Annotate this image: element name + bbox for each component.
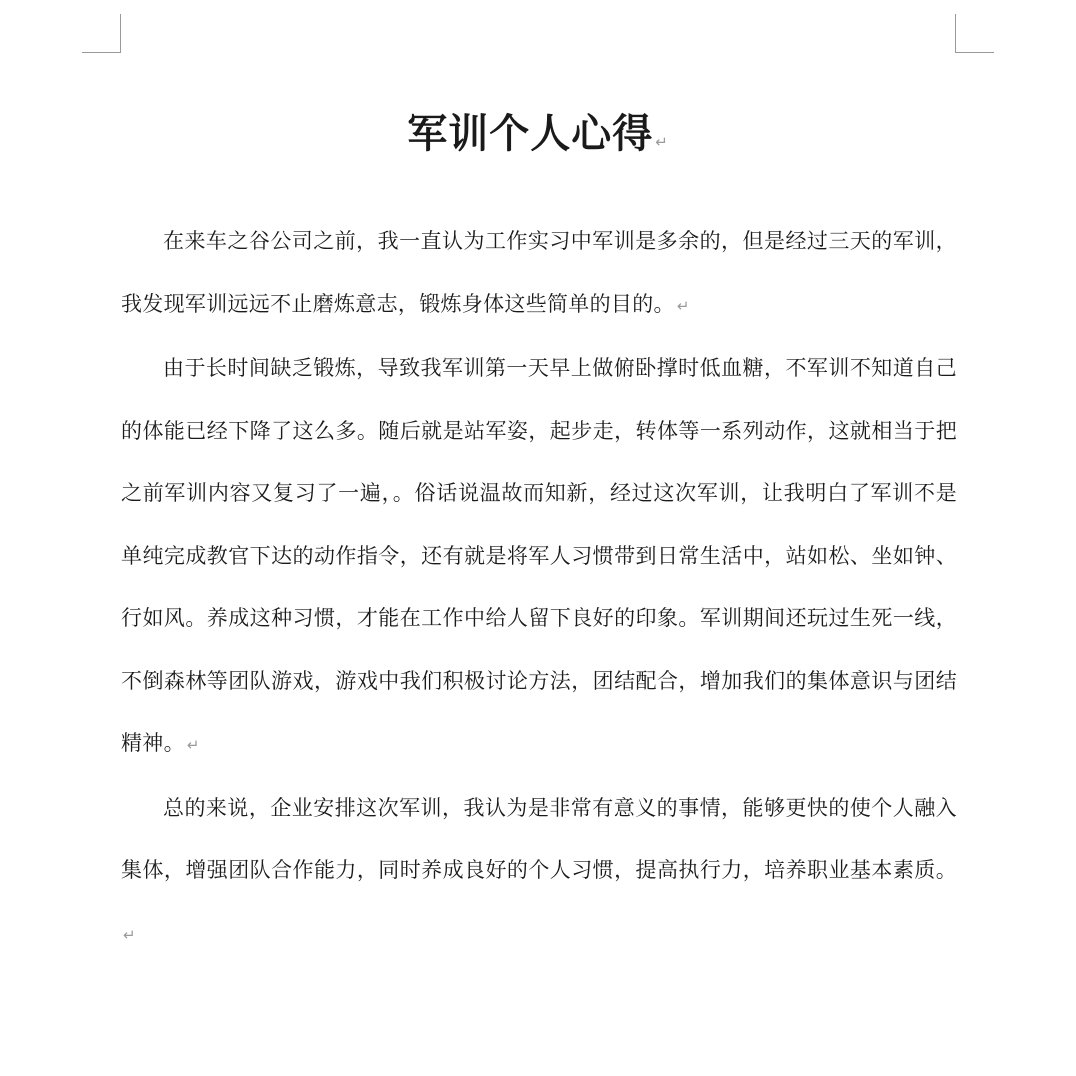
paragraph-3 [121,777,957,967]
page-margin-corner-top-right [955,14,994,53]
paragraph-mark-icon: ↵ [655,133,669,151]
document-title-text: 军训个人心得 [407,111,654,157]
paragraph-2 [121,337,957,777]
document-body [121,210,957,966]
paragraph-mark-icon: ↵ [676,296,690,315]
document-title [0,104,1076,172]
paragraph-mark-icon: ↵ [186,736,200,754]
paragraph-1 [121,210,957,337]
paragraph-mark-icon: ↵ [123,925,136,944]
page-margin-corner-top-left [82,14,121,53]
paragraph-3-text: 总的来说，企业安排这次军训，我认为是非常有意义的事情，能够更快的使个人融入集体，增强团队合作能力，同时养成良好的个人习惯，提高执行力，培养职业基本素质。 [121,795,957,882]
paragraph-1-text: 在来车之谷公司之前，我一直认为工作实习中军训是多余的，但是经过三天的军训，我发现军训远远不止磨炼意志，锻炼身体这些简单的目的。 [121,229,957,316]
paragraph-2-text: 由于长时间缺乏锻炼，导致我军训第一天早上做俯卧撑时低血糖，不军训不知道自己的体能已经下降了这么多。随后就是站军姿，起步走，转体等一系列动作，这就相当于把之前军训内容又复习了一遍，。俗话说温故而知新，经过这次军训，让我明白了军训不是单纯完成教官下达的动作指令，还有就是将军人习惯带到日常生活中，站如松、坐如钟、行如风。养成这种习惯，才能在工作中给人留下良好的印象。军训期间还玩过生死一线，不倒森林等团队游戏，游戏中我们积极讨论方法，团结配合，增加我们的集体意识与团结精神。 [121,356,957,755]
